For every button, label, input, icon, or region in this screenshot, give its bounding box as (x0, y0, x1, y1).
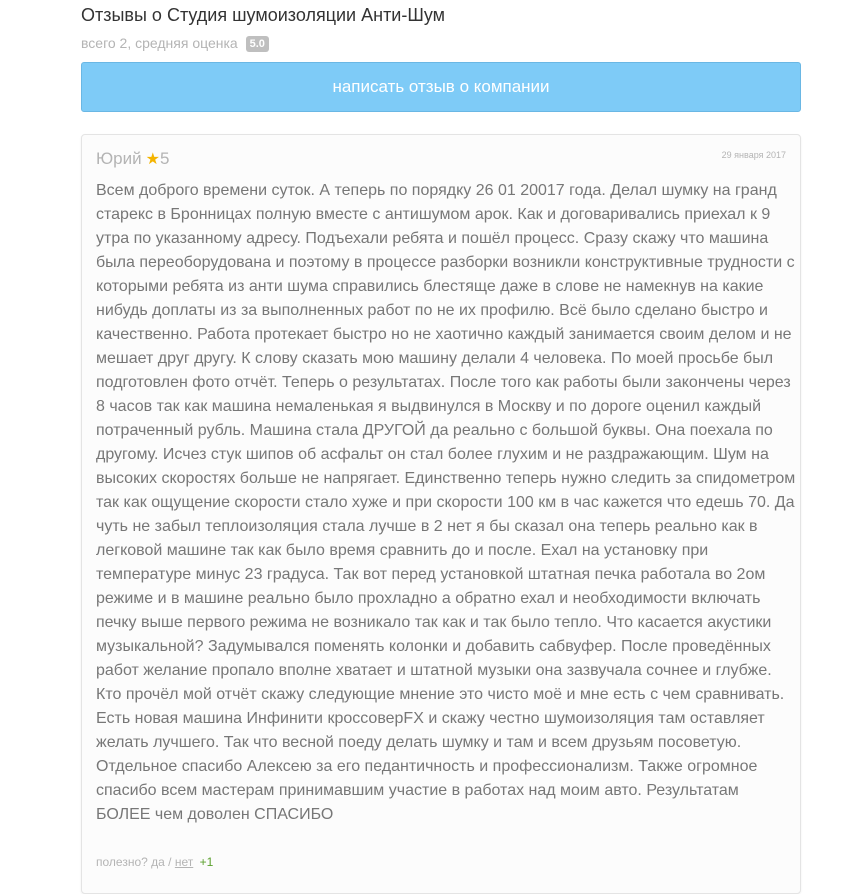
vote-yes-link[interactable]: да (151, 855, 165, 869)
useful-vote (96, 855, 213, 869)
page-title: Отзывы о Студия шумоизоляции Анти-Шум (81, 5, 446, 25)
review-score: 5 (159, 149, 170, 168)
review-author-line (96, 149, 169, 169)
vote-separator: / (168, 855, 172, 869)
write-review-button[interactable]: написать отзыв о компании (81, 62, 801, 112)
useful-label: полезно? (96, 855, 148, 869)
review-date: 29 января 2017 (721, 150, 786, 160)
average-rating-badge: 5.0 (246, 36, 269, 52)
reviews-summary (81, 35, 269, 52)
useful-count: +1 (199, 855, 214, 869)
vote-no-link[interactable]: нет (174, 855, 194, 869)
star-icon: ★ (145, 151, 160, 168)
summary-text: всего 2, средняя оценка (81, 35, 238, 51)
review-card (81, 134, 801, 894)
review-author: Юрий (96, 149, 142, 168)
review-text: Всем доброго времени суток. А теперь по порядку 26 01 20017 года. Делал шумку на гранд старекс в Бронницах полную вместе с антишумом арок. Как и договаривались приехал к 9 утра по указанному адресу. Подъехали ребята и пошёл процесс. Сразу скажу что машина была переоборудована и поэтому в процессе разборки возникли конструктивные трудности с которыми ребята из анти шума справились блестяще даже в слове не намекнув на какие нибудь доплаты из за выполненных работ по не их профилю. Всё было сделано быстро и качественно. Работа протекает быстро но не хаотично каждый занимается своим делом и не мешает друг другу. К слову сказать мою машину делали 4 человека. По моей просьбе был подготовлен фото отчёт. Теперь о результатах. После того как работы были закончены через 8 часов так как машина немаленькая я выдвинулся в Москву и по дороге оценил каждый потраченный рубль. Машина стала ДРУГОЙ да реально с большой буквы. Она поехала по другому. Исчез стук шипов об асфальт он стал более глухим и не раздражающим. Шум на высоких скоростях больше не напрягает. Единственно теперь нужно следить за спидометром так как ощущение скорости стало хуже и при скорости 100 км в час кажется что едешь 70. Да чуть не забыл теплоизоляция стала лучше в 2 нет я бы сказал она теперь реально как в легковой машине так как было время сравнить до и после. Ехал на установку при температуре минус 23 градуса. Так вот перед установкой штатная печка работала во 2ом режиме и в машине реально было прохладно а обратно ехал и необходимости включать печку выше первого режима не возникало так как и так было тепло. Что касается акустики музыкальной? Задумывался поменять колонки и добавить сабвуфер. После проведённых работ желание пропало вполне хватает и штатной музыки она зазвучала сочнее и глубже. Кто прочёл мой отчёт скажу следующие мнение это чисто моё и мне есть с чем сравнивать. Есть новая машина Инфинити кроссоверFX и скажу честно шумоизоляция там оставляет желать лучшего. Так что весной поеду делать шумку и там и всем друзьям посоветую. Отдельное спасибо Алексею за его педантичность и профессионализм. Также огромное спасибо всем мастерам принимавшим участие в работах над моим авто. Результатам БОЛЕЕ чем доволен СПАСИБО (96, 182, 796, 823)
